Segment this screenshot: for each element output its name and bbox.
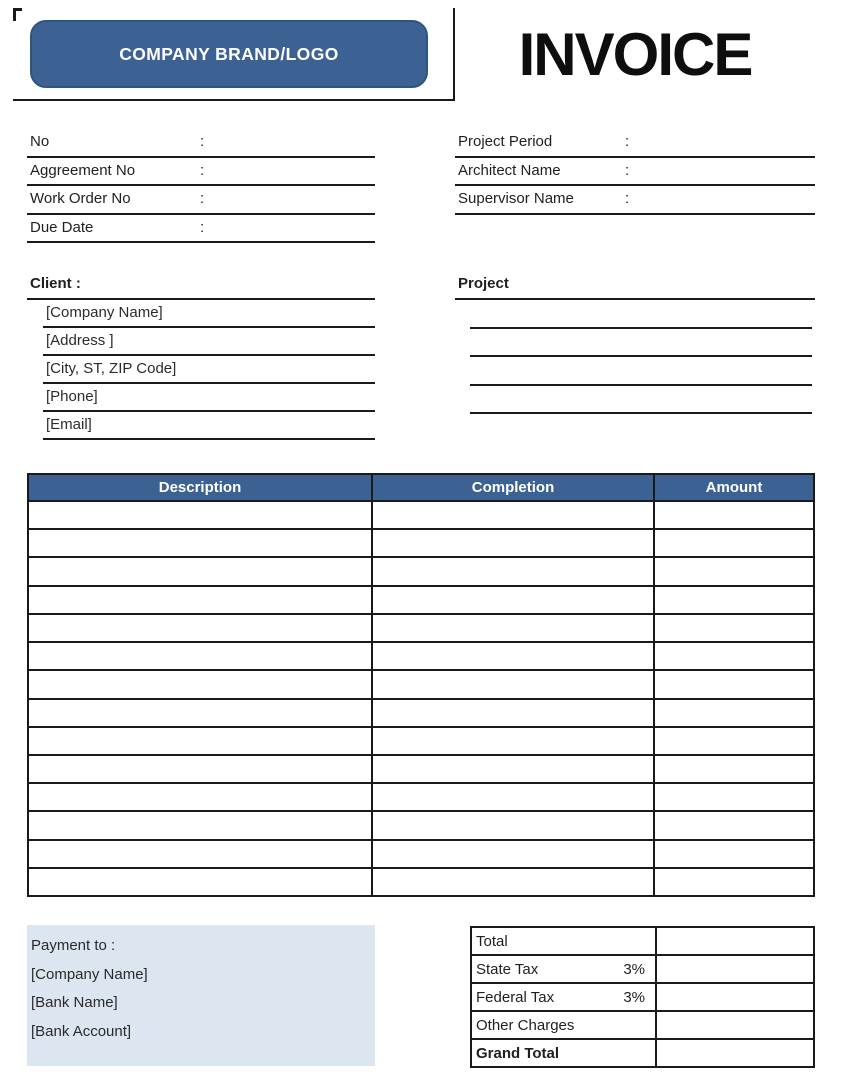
- item-cell-description[interactable]: [29, 812, 373, 838]
- totals-row-state-tax: [472, 956, 813, 984]
- totals-label: Grand Total: [476, 1044, 560, 1062]
- item-cell-description[interactable]: [29, 643, 373, 669]
- table-row: [29, 728, 813, 756]
- field-row-supervisor-name[interactable]: [455, 186, 815, 215]
- item-cell-completion[interactable]: [373, 502, 655, 528]
- field-label: Aggreement No: [30, 161, 136, 179]
- item-cell-description[interactable]: [29, 756, 373, 782]
- item-cell-completion[interactable]: [373, 558, 655, 584]
- items-table-body: [29, 502, 813, 895]
- field-label: Due Date: [30, 218, 94, 236]
- totals-label: Other Charges: [476, 1016, 575, 1034]
- client-phone-field[interactable]: [Phone]: [43, 384, 375, 412]
- client-section: [27, 271, 375, 300]
- field-label: Supervisor Name: [458, 190, 574, 207]
- field-colon: :: [200, 190, 205, 207]
- item-cell-description[interactable]: [29, 784, 373, 810]
- table-row: [29, 643, 813, 671]
- frame-corner-tick: [13, 8, 22, 21]
- page-title: INVOICE: [518, 21, 752, 88]
- field-label: Project Period: [458, 133, 553, 150]
- project-blank-line[interactable]: [470, 301, 812, 329]
- field-row-project-period[interactable]: [455, 129, 815, 158]
- project-blank-line[interactable]: [470, 386, 812, 414]
- payment-bank-account-field[interactable]: [Bank Account]: [31, 1022, 132, 1040]
- totals-rate[interactable]: 3%: [623, 960, 645, 978]
- item-cell-completion[interactable]: [373, 615, 655, 641]
- project-blank-line[interactable]: [470, 357, 812, 385]
- client-heading: Client :: [30, 275, 81, 292]
- item-cell-completion[interactable]: [373, 530, 655, 556]
- project-heading-row: [455, 271, 815, 300]
- totals-label: State Tax: [476, 960, 539, 978]
- client-address-field[interactable]: [Address ]: [43, 328, 375, 356]
- totals-row-total: [472, 928, 813, 956]
- item-cell-completion[interactable]: [373, 643, 655, 669]
- item-cell-completion[interactable]: [373, 728, 655, 754]
- meta-fields-right: [455, 129, 815, 215]
- table-row: [29, 587, 813, 615]
- field-colon: :: [625, 133, 630, 150]
- project-section: [455, 271, 815, 300]
- payment-box: [27, 925, 375, 1066]
- item-cell-description[interactable]: [29, 530, 373, 556]
- table-row: [29, 558, 813, 586]
- totals-value-grand-total[interactable]: [657, 1040, 813, 1066]
- item-cell-description[interactable]: [29, 502, 373, 528]
- totals-value-other-charges[interactable]: [657, 1012, 813, 1038]
- payment-heading: Payment to :: [31, 937, 116, 954]
- field-row-agreement-no[interactable]: [27, 158, 375, 187]
- field-colon: :: [625, 190, 630, 207]
- table-row: [29, 615, 813, 643]
- totals-rate[interactable]: 3%: [623, 988, 645, 1006]
- item-cell-amount[interactable]: [655, 784, 813, 810]
- field-colon: :: [200, 161, 205, 179]
- item-cell-amount[interactable]: [655, 756, 813, 782]
- totals-row-grand-total: [472, 1040, 813, 1066]
- item-cell-amount[interactable]: [655, 841, 813, 867]
- client-company-name-field[interactable]: [Company Name]: [43, 300, 375, 328]
- field-row-work-order-no[interactable]: [27, 186, 375, 215]
- table-row: [29, 502, 813, 530]
- table-row: [29, 530, 813, 558]
- field-colon: :: [200, 133, 205, 150]
- totals-table: [470, 926, 815, 1068]
- item-cell-amount[interactable]: [655, 869, 813, 895]
- item-cell-description[interactable]: [29, 700, 373, 726]
- client-lines: [43, 300, 375, 441]
- company-logo-button[interactable]: [30, 20, 428, 88]
- meta-fields-left: [27, 129, 375, 243]
- item-cell-amount[interactable]: [655, 530, 813, 556]
- payment-bank-name-field[interactable]: [Bank Name]: [31, 994, 118, 1011]
- item-cell-amount[interactable]: [655, 671, 813, 697]
- item-cell-amount[interactable]: [655, 615, 813, 641]
- totals-row-other-charges: [472, 1012, 813, 1040]
- field-row-no[interactable]: [27, 129, 375, 158]
- item-cell-description[interactable]: [29, 671, 373, 697]
- totals-value-federal-tax[interactable]: [657, 984, 813, 1010]
- item-cell-amount[interactable]: [655, 812, 813, 838]
- column-header-completion: Completion: [373, 475, 655, 500]
- item-cell-description[interactable]: [29, 841, 373, 867]
- company-logo-label: COMPANY BRAND/LOGO: [119, 44, 339, 64]
- item-cell-amount[interactable]: [655, 728, 813, 754]
- field-label: Work Order No: [30, 190, 131, 207]
- field-row-due-date[interactable]: [27, 215, 375, 244]
- item-cell-amount[interactable]: [655, 587, 813, 613]
- table-row: [29, 700, 813, 728]
- item-cell-completion[interactable]: [373, 784, 655, 810]
- column-header-amount: Amount: [705, 479, 763, 496]
- item-cell-completion[interactable]: [373, 671, 655, 697]
- totals-row-federal-tax: [472, 984, 813, 1012]
- client-heading-row: [27, 271, 375, 300]
- item-cell-completion[interactable]: [373, 812, 655, 838]
- item-cell-completion[interactable]: [373, 700, 655, 726]
- field-colon: :: [625, 161, 630, 179]
- totals-label: Federal Tax: [476, 988, 555, 1006]
- item-cell-completion[interactable]: [373, 756, 655, 782]
- table-row: [29, 671, 813, 699]
- table-row: [29, 812, 813, 840]
- item-cell-amount[interactable]: [655, 558, 813, 584]
- item-cell-completion[interactable]: [373, 869, 655, 895]
- client-email-field[interactable]: [Email]: [43, 412, 375, 440]
- item-cell-description[interactable]: [29, 558, 373, 584]
- item-cell-amount[interactable]: [655, 700, 813, 726]
- field-label: Architect Name: [458, 161, 561, 179]
- table-row: [29, 756, 813, 784]
- table-row: [29, 784, 813, 812]
- totals-value-state-tax[interactable]: [657, 956, 813, 982]
- table-row: [29, 841, 813, 869]
- items-table: [27, 473, 815, 897]
- item-cell-description[interactable]: [29, 615, 373, 641]
- item-cell-completion[interactable]: [373, 841, 655, 867]
- project-heading: Project: [458, 275, 509, 292]
- field-label: No: [30, 133, 50, 150]
- project-lines: [470, 301, 812, 414]
- totals-label: Total: [476, 932, 508, 950]
- item-cell-completion[interactable]: [373, 587, 655, 613]
- column-header-description: Description: [29, 475, 373, 500]
- field-colon: :: [200, 218, 205, 236]
- client-city-state-zip-field[interactable]: [City, ST, ZIP Code]: [43, 356, 375, 384]
- table-row: [29, 869, 813, 895]
- payment-company-name-field[interactable]: [Company Name]: [31, 965, 148, 983]
- item-cell-amount[interactable]: [655, 502, 813, 528]
- items-table-header: [29, 475, 813, 502]
- item-cell-description[interactable]: [29, 869, 373, 895]
- field-row-architect-name[interactable]: [455, 158, 815, 187]
- project-blank-line[interactable]: [470, 329, 812, 357]
- item-cell-description[interactable]: [29, 728, 373, 754]
- item-cell-description[interactable]: [29, 587, 373, 613]
- item-cell-amount[interactable]: [655, 643, 813, 669]
- totals-value-total[interactable]: [657, 928, 813, 954]
